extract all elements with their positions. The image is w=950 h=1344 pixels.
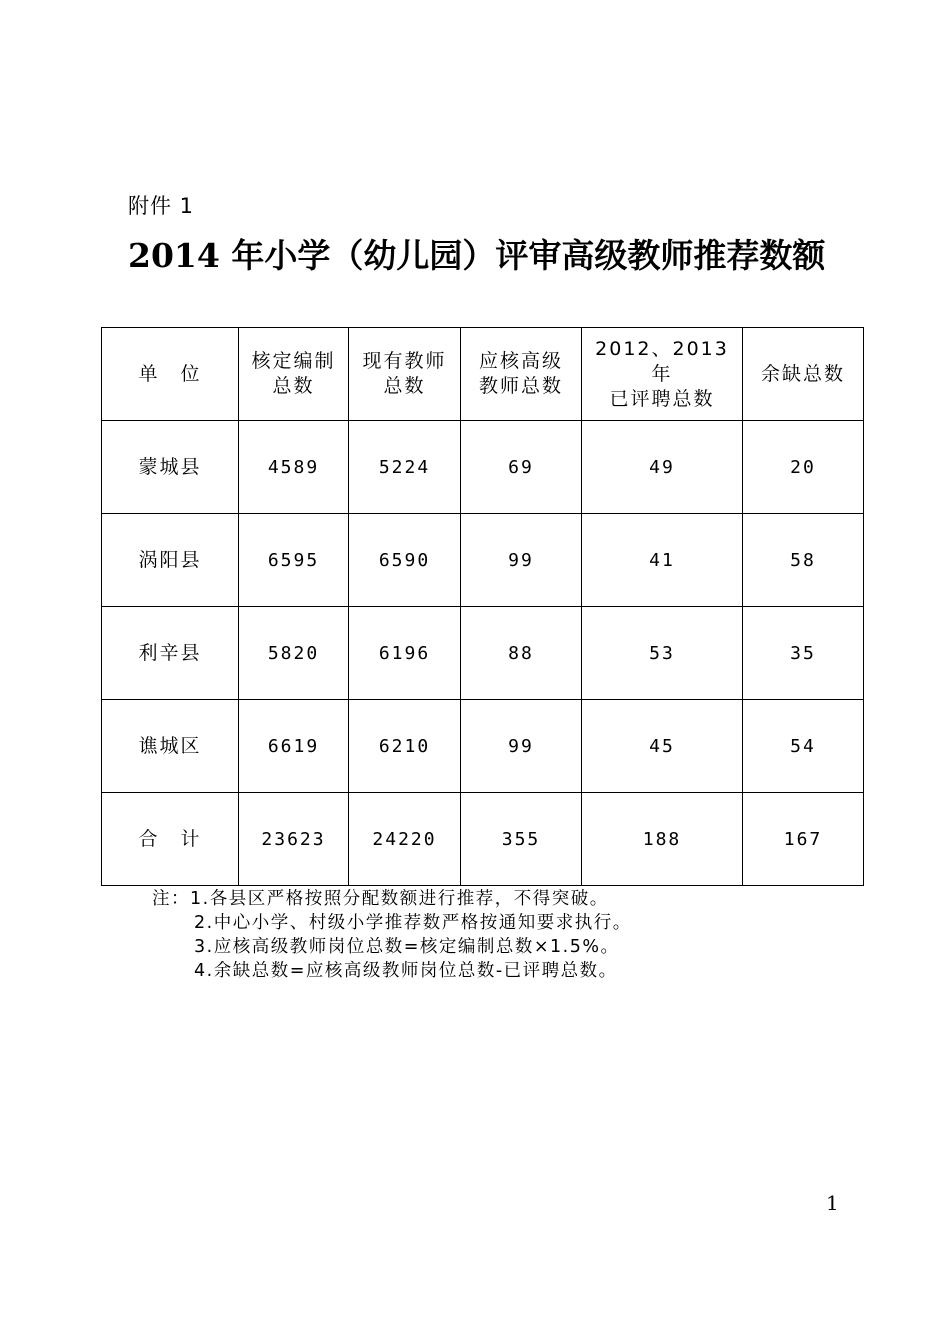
page-number: 1 xyxy=(826,1191,839,1215)
header-quota xyxy=(239,328,349,421)
cell-quota: 6619 xyxy=(239,700,349,793)
cell-appointed: 45 xyxy=(582,700,743,793)
cell-teachers-total: 24220 xyxy=(349,793,461,886)
cell-remaining-total: 167 xyxy=(743,793,864,886)
note-item: 注：1.各县区严格按照分配数额进行推荐，不得突破。 xyxy=(152,889,609,909)
cell-remaining: 54 xyxy=(743,700,864,793)
table-row xyxy=(102,421,864,514)
cell-remaining: 20 xyxy=(743,421,864,514)
cell-remaining: 58 xyxy=(743,514,864,607)
header-senior-line1: 应核高级 xyxy=(478,350,563,372)
header-remaining xyxy=(743,328,864,421)
cell-teachers: 5224 xyxy=(349,421,461,514)
table-row xyxy=(102,700,864,793)
cell-appointed: 53 xyxy=(582,607,743,700)
cell-unit: 涡阳县 xyxy=(102,514,239,607)
cell-unit: 蒙城县 xyxy=(102,421,239,514)
cell-teachers: 6210 xyxy=(349,700,461,793)
header-appointed xyxy=(582,328,743,421)
cell-appointed: 49 xyxy=(582,421,743,514)
cell-teachers: 6590 xyxy=(349,514,461,607)
header-quota-line1: 核定编制 xyxy=(251,350,336,372)
header-teachers-line1: 现有教师 xyxy=(362,350,447,372)
cell-senior-target: 99 xyxy=(461,700,582,793)
table-row xyxy=(102,607,864,700)
cell-remaining: 35 xyxy=(743,607,864,700)
header-unit-text: 单 位 xyxy=(138,362,202,385)
cell-teachers: 6196 xyxy=(349,607,461,700)
cell-quota: 4589 xyxy=(239,421,349,514)
header-quota-line2: 总数 xyxy=(272,375,315,397)
cell-quota-total: 23623 xyxy=(239,793,349,886)
cell-unit: 利辛县 xyxy=(102,607,239,700)
quota-table xyxy=(101,327,864,886)
table-header-row xyxy=(102,328,864,421)
cell-senior-target-total: 355 xyxy=(461,793,582,886)
header-appointed-line2: 已评聘总数 xyxy=(609,387,715,410)
cell-quota: 6595 xyxy=(239,514,349,607)
cell-senior-target: 88 xyxy=(461,607,582,700)
notes xyxy=(152,887,632,983)
note-item: 2.中心小学、村级小学推荐数严格按通知要求执行。 xyxy=(194,913,632,933)
header-teachers-line2: 总数 xyxy=(383,375,426,397)
cell-senior-target: 69 xyxy=(461,421,582,514)
cell-unit: 谯城区 xyxy=(102,700,239,793)
document-title: 2014 年小学（幼儿园）评审高级教师推荐数额 xyxy=(128,236,826,275)
cell-appointed-total: 188 xyxy=(582,793,743,886)
cell-quota: 5820 xyxy=(239,607,349,700)
table-total-row xyxy=(102,793,864,886)
cell-unit-total: 合 计 xyxy=(102,793,239,886)
table-row xyxy=(102,514,864,607)
header-appointed-line1: 2012、2013 年 xyxy=(595,337,729,385)
header-unit xyxy=(102,328,239,421)
header-remaining-text: 余缺总数 xyxy=(760,362,845,385)
header-teachers xyxy=(349,328,461,421)
note-item: 4.余缺总数=应核高级教师岗位总数-已评聘总数。 xyxy=(194,961,618,981)
header-senior-line2: 教师总数 xyxy=(478,375,563,397)
cell-senior-target: 99 xyxy=(461,514,582,607)
header-senior-target xyxy=(461,328,582,421)
attachment-label: 附件 1 xyxy=(128,194,195,218)
cell-appointed: 41 xyxy=(582,514,743,607)
note-item: 3.应核高级教师岗位总数=核定编制总数×1.5%。 xyxy=(194,937,620,957)
